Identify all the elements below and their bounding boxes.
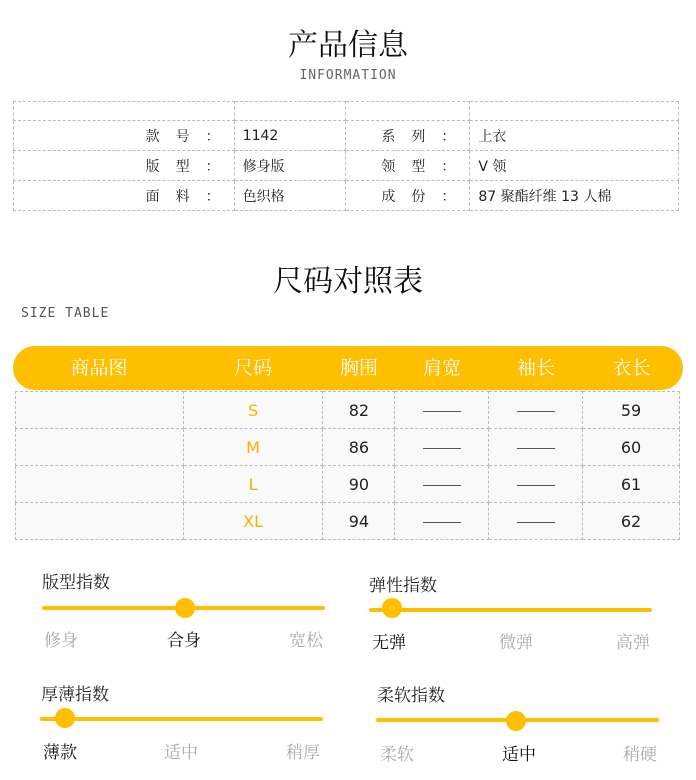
elasticity-index-track <box>369 608 652 612</box>
elasticity-option: 高弹 <box>616 633 650 653</box>
size-cell: S <box>183 392 323 429</box>
info-label: 款号 <box>145 128 206 145</box>
info-label: 领型 <box>381 158 442 175</box>
info-row: 版型： 修身版 领型： V 领 <box>14 151 679 181</box>
thickness-index-knob <box>55 708 75 728</box>
elasticity-index-knob <box>382 598 402 618</box>
thickness-option-selected: 薄款 <box>43 743 77 763</box>
thickness-index-track <box>40 717 323 721</box>
chest-cell: 86 <box>323 429 395 466</box>
fit-index-title: 版型指数 <box>42 573 110 593</box>
info-table <box>13 101 679 211</box>
info-row: 面料： 色织格 成份： 87 聚酯纤维 13 人棉 <box>14 181 679 211</box>
fit-option-selected: 合身 <box>167 631 201 651</box>
info-subtitle: INFORMATION <box>299 68 397 83</box>
info-value: 1142 <box>234 121 345 151</box>
header-sleeve: 袖长 <box>516 357 555 379</box>
softness-option: 稍硬 <box>623 745 657 765</box>
elasticity-option: 微弹 <box>499 633 533 653</box>
shoulder-cell <box>395 503 489 540</box>
elasticity-option-selected: 无弹 <box>372 633 406 653</box>
chest-cell: 94 <box>323 503 395 540</box>
shoulder-cell <box>395 466 489 503</box>
info-title: 产品信息 <box>288 28 408 63</box>
thickness-option: 稍厚 <box>286 743 320 763</box>
product-image-cell <box>16 429 184 466</box>
softness-index-knob <box>506 711 526 731</box>
size-cell: L <box>183 466 323 503</box>
dash-line <box>423 411 461 412</box>
info-value: 87 聚酯纤维 13 人棉 <box>470 181 679 211</box>
size-subtitle: SIZE TABLE <box>21 306 110 321</box>
length-cell: 61 <box>583 466 680 503</box>
table-row <box>16 429 680 466</box>
info-value: 色织格 <box>234 181 345 211</box>
dash-line <box>423 448 461 449</box>
chest-cell: 82 <box>323 392 395 429</box>
info-value: 上衣 <box>470 121 679 151</box>
fit-index-knob <box>175 598 195 618</box>
product-image-cell <box>16 503 184 540</box>
shoulder-cell <box>395 392 489 429</box>
size-title: 尺码对照表 <box>273 264 423 299</box>
sleeve-cell <box>489 429 583 466</box>
dash-line <box>423 485 461 486</box>
info-label: 面料 <box>145 188 206 205</box>
info-row: 款号： 1142 系列： 上衣 <box>14 121 679 151</box>
softness-index-title: 柔软指数 <box>377 686 445 706</box>
dash-line <box>517 448 555 449</box>
info-label: 版型 <box>145 158 206 175</box>
length-cell: 62 <box>583 503 680 540</box>
sleeve-cell <box>489 503 583 540</box>
table-row <box>16 392 680 429</box>
info-label: 系列 <box>381 128 442 145</box>
dash-line <box>517 411 555 412</box>
dash-line <box>517 522 555 523</box>
shoulder-cell <box>395 429 489 466</box>
info-label: 成份 <box>381 188 442 205</box>
header-chest: 胸围 <box>339 357 378 379</box>
table-row <box>16 503 680 540</box>
thickness-option: 适中 <box>164 743 198 763</box>
fit-option: 宽松 <box>289 631 323 651</box>
product-image-cell <box>16 466 184 503</box>
dash-line <box>517 485 555 486</box>
elasticity-index-title: 弹性指数 <box>369 576 437 596</box>
header-length: 衣长 <box>612 357 651 379</box>
size-cell: XL <box>183 503 323 540</box>
dash-line <box>423 522 461 523</box>
size-table <box>15 391 680 540</box>
product-image-cell <box>16 392 184 429</box>
size-cell: M <box>183 429 323 466</box>
info-value: V 领 <box>470 151 679 181</box>
softness-option-selected: 适中 <box>502 745 536 765</box>
sleeve-cell <box>489 392 583 429</box>
softness-option: 柔软 <box>380 745 414 765</box>
length-cell: 59 <box>583 392 680 429</box>
length-cell: 60 <box>583 429 680 466</box>
fit-option: 修身 <box>44 631 78 651</box>
sleeve-cell <box>489 466 583 503</box>
header-shoulder: 肩宽 <box>422 357 461 379</box>
header-product-image: 商品图 <box>70 357 128 379</box>
info-value: 修身版 <box>234 151 345 181</box>
header-size: 尺码 <box>233 357 272 379</box>
chest-cell: 90 <box>323 466 395 503</box>
table-row <box>16 466 680 503</box>
thickness-index-title: 厚薄指数 <box>41 685 109 705</box>
